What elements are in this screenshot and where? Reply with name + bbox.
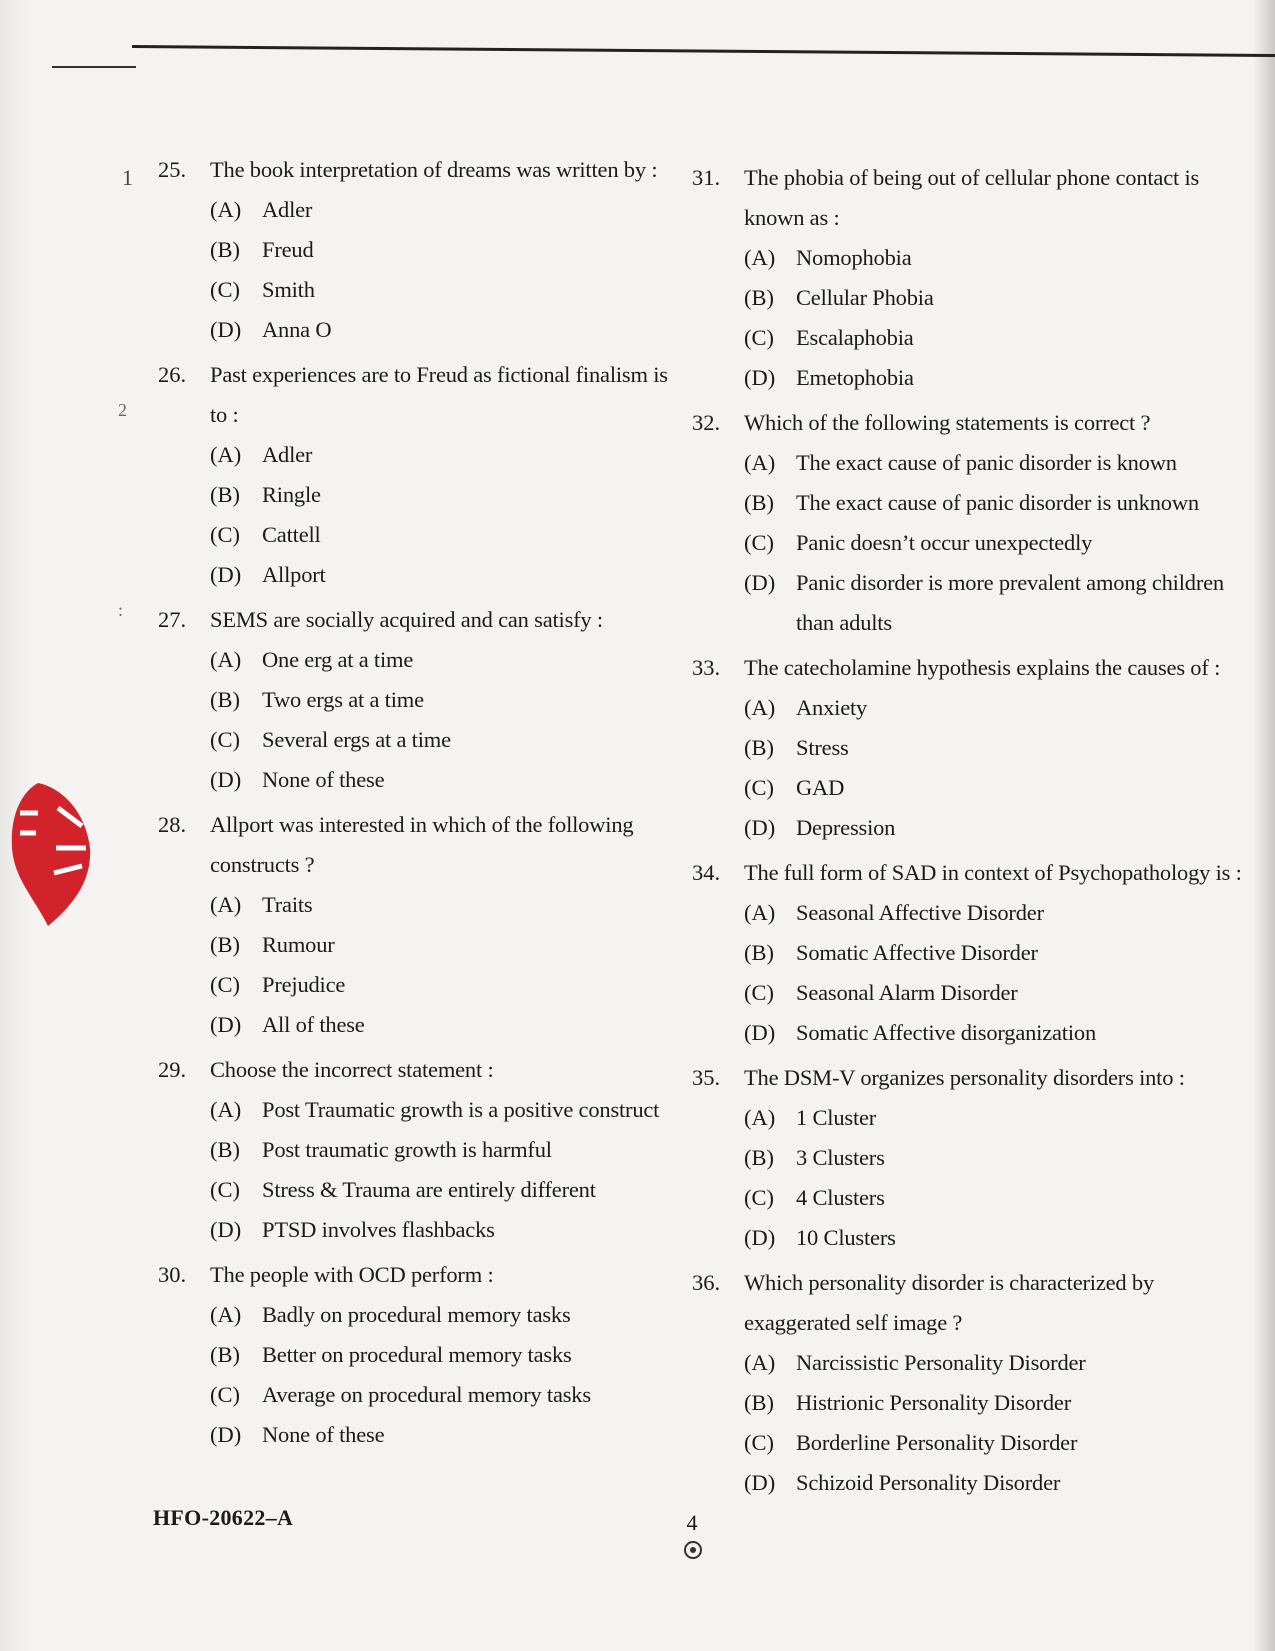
option-d bbox=[744, 358, 1252, 398]
option-text: Somatic Affective disorganization bbox=[796, 1020, 1096, 1045]
option-text: GAD bbox=[796, 775, 845, 800]
option-text: None of these bbox=[262, 767, 385, 792]
option-text: Narcissistic Personality Disorder bbox=[796, 1350, 1086, 1375]
option-label: (B) bbox=[210, 1342, 240, 1367]
option-text: Several ergs at a time bbox=[262, 727, 451, 752]
option-label: (B) bbox=[210, 1137, 240, 1162]
option-label: (B) bbox=[744, 490, 774, 515]
option-label: (A) bbox=[210, 442, 242, 467]
option-text: Rumour bbox=[262, 932, 335, 957]
option-label: (D) bbox=[210, 317, 242, 342]
option-text: 1 Cluster bbox=[796, 1105, 877, 1130]
header-rule bbox=[132, 45, 1275, 57]
option-text: Traits bbox=[262, 892, 313, 917]
option-a bbox=[210, 1090, 683, 1130]
option-text: Average on procedural memory tasks bbox=[262, 1382, 591, 1407]
option-a bbox=[744, 1343, 1252, 1383]
option-a bbox=[744, 443, 1252, 483]
paper-code: HFO-20622–A bbox=[153, 1505, 294, 1530]
option-label: (B) bbox=[744, 1145, 774, 1170]
option-label: (A) bbox=[210, 647, 242, 672]
option-b bbox=[744, 933, 1252, 973]
option-text: 10 Clusters bbox=[796, 1225, 896, 1250]
option-text: Somatic Affective Disorder bbox=[796, 940, 1038, 965]
option-label: (B) bbox=[744, 285, 774, 310]
option-text: One erg at a time bbox=[262, 647, 414, 672]
question-number: 34. bbox=[692, 860, 721, 885]
option-b bbox=[744, 483, 1252, 523]
option-text: Freud bbox=[262, 237, 314, 262]
question-text: The people with OCD perform : bbox=[210, 1262, 494, 1287]
option-c bbox=[744, 523, 1252, 563]
option-text: The exact cause of panic disorder is unknown bbox=[796, 490, 1199, 515]
option-a bbox=[744, 1098, 1252, 1138]
option-label: (A) bbox=[210, 197, 242, 222]
option-label: (B) bbox=[210, 687, 240, 712]
option-label: (D) bbox=[210, 1012, 242, 1037]
option-label: (A) bbox=[744, 245, 776, 270]
question-number: 31. bbox=[692, 165, 721, 190]
option-c bbox=[210, 720, 683, 760]
option-label: (D) bbox=[744, 570, 776, 595]
question-text: The DSM-V organizes personality disorders into : bbox=[744, 1065, 1185, 1090]
option-text: Badly on procedural memory tasks bbox=[262, 1302, 571, 1327]
option-label: (B) bbox=[210, 482, 240, 507]
option-label: (C) bbox=[210, 727, 240, 752]
question-number: 26. bbox=[158, 362, 187, 387]
option-text: Adler bbox=[262, 197, 313, 222]
question-text: The catecholamine hypothesis explains the causes of : bbox=[744, 655, 1221, 680]
option-a bbox=[210, 885, 683, 925]
option-label: (D) bbox=[744, 815, 776, 840]
option-label: (C) bbox=[210, 1177, 240, 1202]
option-text: Histrionic Personality Disorder bbox=[796, 1390, 1072, 1415]
question-number: 27. bbox=[158, 607, 187, 632]
option-label: (C) bbox=[210, 522, 240, 547]
option-c bbox=[210, 1170, 683, 1210]
option-text: Borderline Personality Disorder bbox=[796, 1430, 1078, 1455]
option-text: Allport bbox=[262, 562, 326, 587]
option-d bbox=[210, 555, 683, 595]
question-33 bbox=[692, 648, 1252, 848]
question-text: The phobia of being out of cellular phone contact is known as : bbox=[744, 165, 1200, 230]
question-text: Which personality disorder is characterized by exaggerated self image ? bbox=[744, 1270, 1155, 1335]
option-b bbox=[210, 230, 683, 270]
option-c bbox=[744, 318, 1252, 358]
question-text: Which of the following statements is correct ? bbox=[744, 410, 1151, 435]
option-a bbox=[210, 435, 683, 475]
option-c bbox=[210, 270, 683, 310]
question-number: 29. bbox=[158, 1057, 187, 1082]
question-27 bbox=[158, 600, 683, 800]
option-text: 3 Clusters bbox=[796, 1145, 885, 1170]
option-b bbox=[744, 1383, 1252, 1423]
option-text: Anxiety bbox=[796, 695, 868, 720]
option-label: (B) bbox=[744, 735, 774, 760]
option-label: (C) bbox=[744, 980, 774, 1005]
option-label: (A) bbox=[744, 695, 776, 720]
option-label: (A) bbox=[744, 450, 776, 475]
question-text: Choose the incorrect statement : bbox=[210, 1057, 494, 1082]
option-b bbox=[210, 475, 683, 515]
question-text: The book interpretation of dreams was written by : bbox=[210, 157, 658, 182]
option-text: Panic doesn’t occur unexpectedly bbox=[796, 530, 1093, 555]
option-label: (D) bbox=[744, 1225, 776, 1250]
question-28 bbox=[158, 805, 683, 1045]
option-label: (D) bbox=[210, 1422, 242, 1447]
option-label: (C) bbox=[744, 325, 774, 350]
option-text: Post traumatic growth is harmful bbox=[262, 1137, 552, 1162]
question-number: 36. bbox=[692, 1270, 721, 1295]
question-26 bbox=[158, 355, 683, 595]
option-label: (C) bbox=[744, 530, 774, 555]
option-text: Better on procedural memory tasks bbox=[262, 1342, 572, 1367]
option-text: Two ergs at a time bbox=[262, 687, 424, 712]
question-number: 35. bbox=[692, 1065, 721, 1090]
margin-mark: 2 bbox=[118, 400, 127, 420]
question-36 bbox=[692, 1263, 1252, 1503]
question-number: 25. bbox=[158, 157, 187, 182]
option-text: Stress bbox=[796, 735, 849, 760]
question-text: The full form of SAD in context of Psychopathology is : bbox=[744, 860, 1242, 885]
option-a bbox=[210, 190, 683, 230]
option-text: Smith bbox=[262, 277, 315, 302]
question-25 bbox=[158, 150, 683, 350]
option-d bbox=[744, 1218, 1252, 1258]
option-d bbox=[210, 760, 683, 800]
option-d bbox=[744, 808, 1252, 848]
option-c bbox=[210, 965, 683, 1005]
option-text: Ringle bbox=[262, 482, 321, 507]
option-label: (C) bbox=[744, 1430, 774, 1455]
option-text: Adler bbox=[262, 442, 313, 467]
question-30 bbox=[158, 1255, 683, 1455]
question-number: 32. bbox=[692, 410, 721, 435]
option-b bbox=[744, 728, 1252, 768]
option-c bbox=[744, 973, 1252, 1013]
option-text: All of these bbox=[262, 1012, 365, 1037]
page-right-shadow bbox=[1253, 0, 1275, 1651]
option-label: (D) bbox=[210, 767, 242, 792]
option-d bbox=[744, 1463, 1252, 1503]
question-32 bbox=[692, 403, 1252, 643]
option-d bbox=[744, 1013, 1252, 1053]
red-stamp-mark bbox=[8, 778, 92, 928]
option-text: Nomophobia bbox=[796, 245, 912, 270]
margin-mark: : bbox=[118, 600, 124, 620]
question-29 bbox=[158, 1050, 683, 1250]
option-text: Cattell bbox=[262, 522, 321, 547]
registration-circle-icon bbox=[684, 1541, 702, 1559]
option-label: (A) bbox=[744, 1350, 776, 1375]
option-label: (B) bbox=[744, 1390, 774, 1415]
option-text: Depression bbox=[796, 815, 896, 840]
option-label: (D) bbox=[210, 562, 242, 587]
question-number: 30. bbox=[158, 1262, 187, 1287]
question-text: SEMS are socially acquired and can satisfy : bbox=[210, 607, 603, 632]
left-question-column bbox=[158, 150, 683, 1460]
option-a bbox=[210, 640, 683, 680]
option-b bbox=[210, 680, 683, 720]
option-c bbox=[210, 1375, 683, 1415]
option-d bbox=[744, 563, 1252, 643]
page-number: 4 bbox=[686, 1510, 698, 1535]
question-34 bbox=[692, 853, 1252, 1053]
option-text: Panic disorder is more prevalent among children than adults bbox=[796, 570, 1224, 635]
option-text: Prejudice bbox=[262, 972, 346, 997]
option-text: Anna O bbox=[262, 317, 332, 342]
option-label: (C) bbox=[744, 1185, 774, 1210]
margin-number: 1 bbox=[122, 165, 133, 190]
option-d bbox=[210, 1415, 683, 1455]
option-label: (B) bbox=[210, 237, 240, 262]
question-31 bbox=[692, 158, 1252, 398]
option-text: Emetophobia bbox=[796, 365, 914, 390]
option-b bbox=[744, 1138, 1252, 1178]
option-text: None of these bbox=[262, 1422, 385, 1447]
option-b bbox=[210, 1130, 683, 1170]
option-label: (A) bbox=[744, 900, 776, 925]
option-c bbox=[744, 1423, 1252, 1463]
question-35 bbox=[692, 1058, 1252, 1258]
option-b bbox=[744, 278, 1252, 318]
option-text: Cellular Phobia bbox=[796, 285, 934, 310]
option-text: Post Traumatic growth is a positive construct bbox=[262, 1097, 660, 1122]
option-c bbox=[744, 1178, 1252, 1218]
option-text: Seasonal Affective Disorder bbox=[796, 900, 1044, 925]
option-c bbox=[744, 768, 1252, 808]
option-label: (C) bbox=[210, 277, 240, 302]
option-a bbox=[744, 893, 1252, 933]
option-a bbox=[744, 238, 1252, 278]
option-label: (A) bbox=[210, 892, 242, 917]
option-d bbox=[210, 1210, 683, 1250]
option-label: (D) bbox=[210, 1217, 242, 1242]
option-d bbox=[210, 310, 683, 350]
option-d bbox=[210, 1005, 683, 1045]
option-label: (A) bbox=[210, 1302, 242, 1327]
option-text: Escalaphobia bbox=[796, 325, 914, 350]
option-label: (C) bbox=[210, 972, 240, 997]
option-label: (B) bbox=[210, 932, 240, 957]
option-c bbox=[210, 515, 683, 555]
option-label: (A) bbox=[210, 1097, 242, 1122]
option-b bbox=[210, 1335, 683, 1375]
option-label: (A) bbox=[744, 1105, 776, 1130]
option-label: (D) bbox=[744, 1470, 776, 1495]
option-text: The exact cause of panic disorder is known bbox=[796, 450, 1177, 475]
option-text: Seasonal Alarm Disorder bbox=[796, 980, 1018, 1005]
option-a bbox=[744, 688, 1252, 728]
option-text: Schizoid Personality Disorder bbox=[796, 1470, 1061, 1495]
right-question-column bbox=[692, 158, 1252, 1508]
question-text: Past experiences are to Freud as fictional finalism is to : bbox=[210, 362, 668, 427]
question-number: 28. bbox=[158, 812, 187, 837]
option-label: (D) bbox=[744, 365, 776, 390]
option-text: PTSD involves flashbacks bbox=[262, 1217, 495, 1242]
option-a bbox=[210, 1295, 683, 1335]
question-text: Allport was interested in which of the following constructs ? bbox=[210, 812, 634, 877]
option-label: (C) bbox=[210, 1382, 240, 1407]
option-text: Stress & Trauma are entirely different bbox=[262, 1177, 596, 1202]
option-label: (C) bbox=[744, 775, 774, 800]
option-text: 4 Clusters bbox=[796, 1185, 885, 1210]
header-rule-left bbox=[52, 66, 136, 68]
question-number: 33. bbox=[692, 655, 721, 680]
option-b bbox=[210, 925, 683, 965]
option-label: (D) bbox=[744, 1020, 776, 1045]
option-label: (B) bbox=[744, 940, 774, 965]
